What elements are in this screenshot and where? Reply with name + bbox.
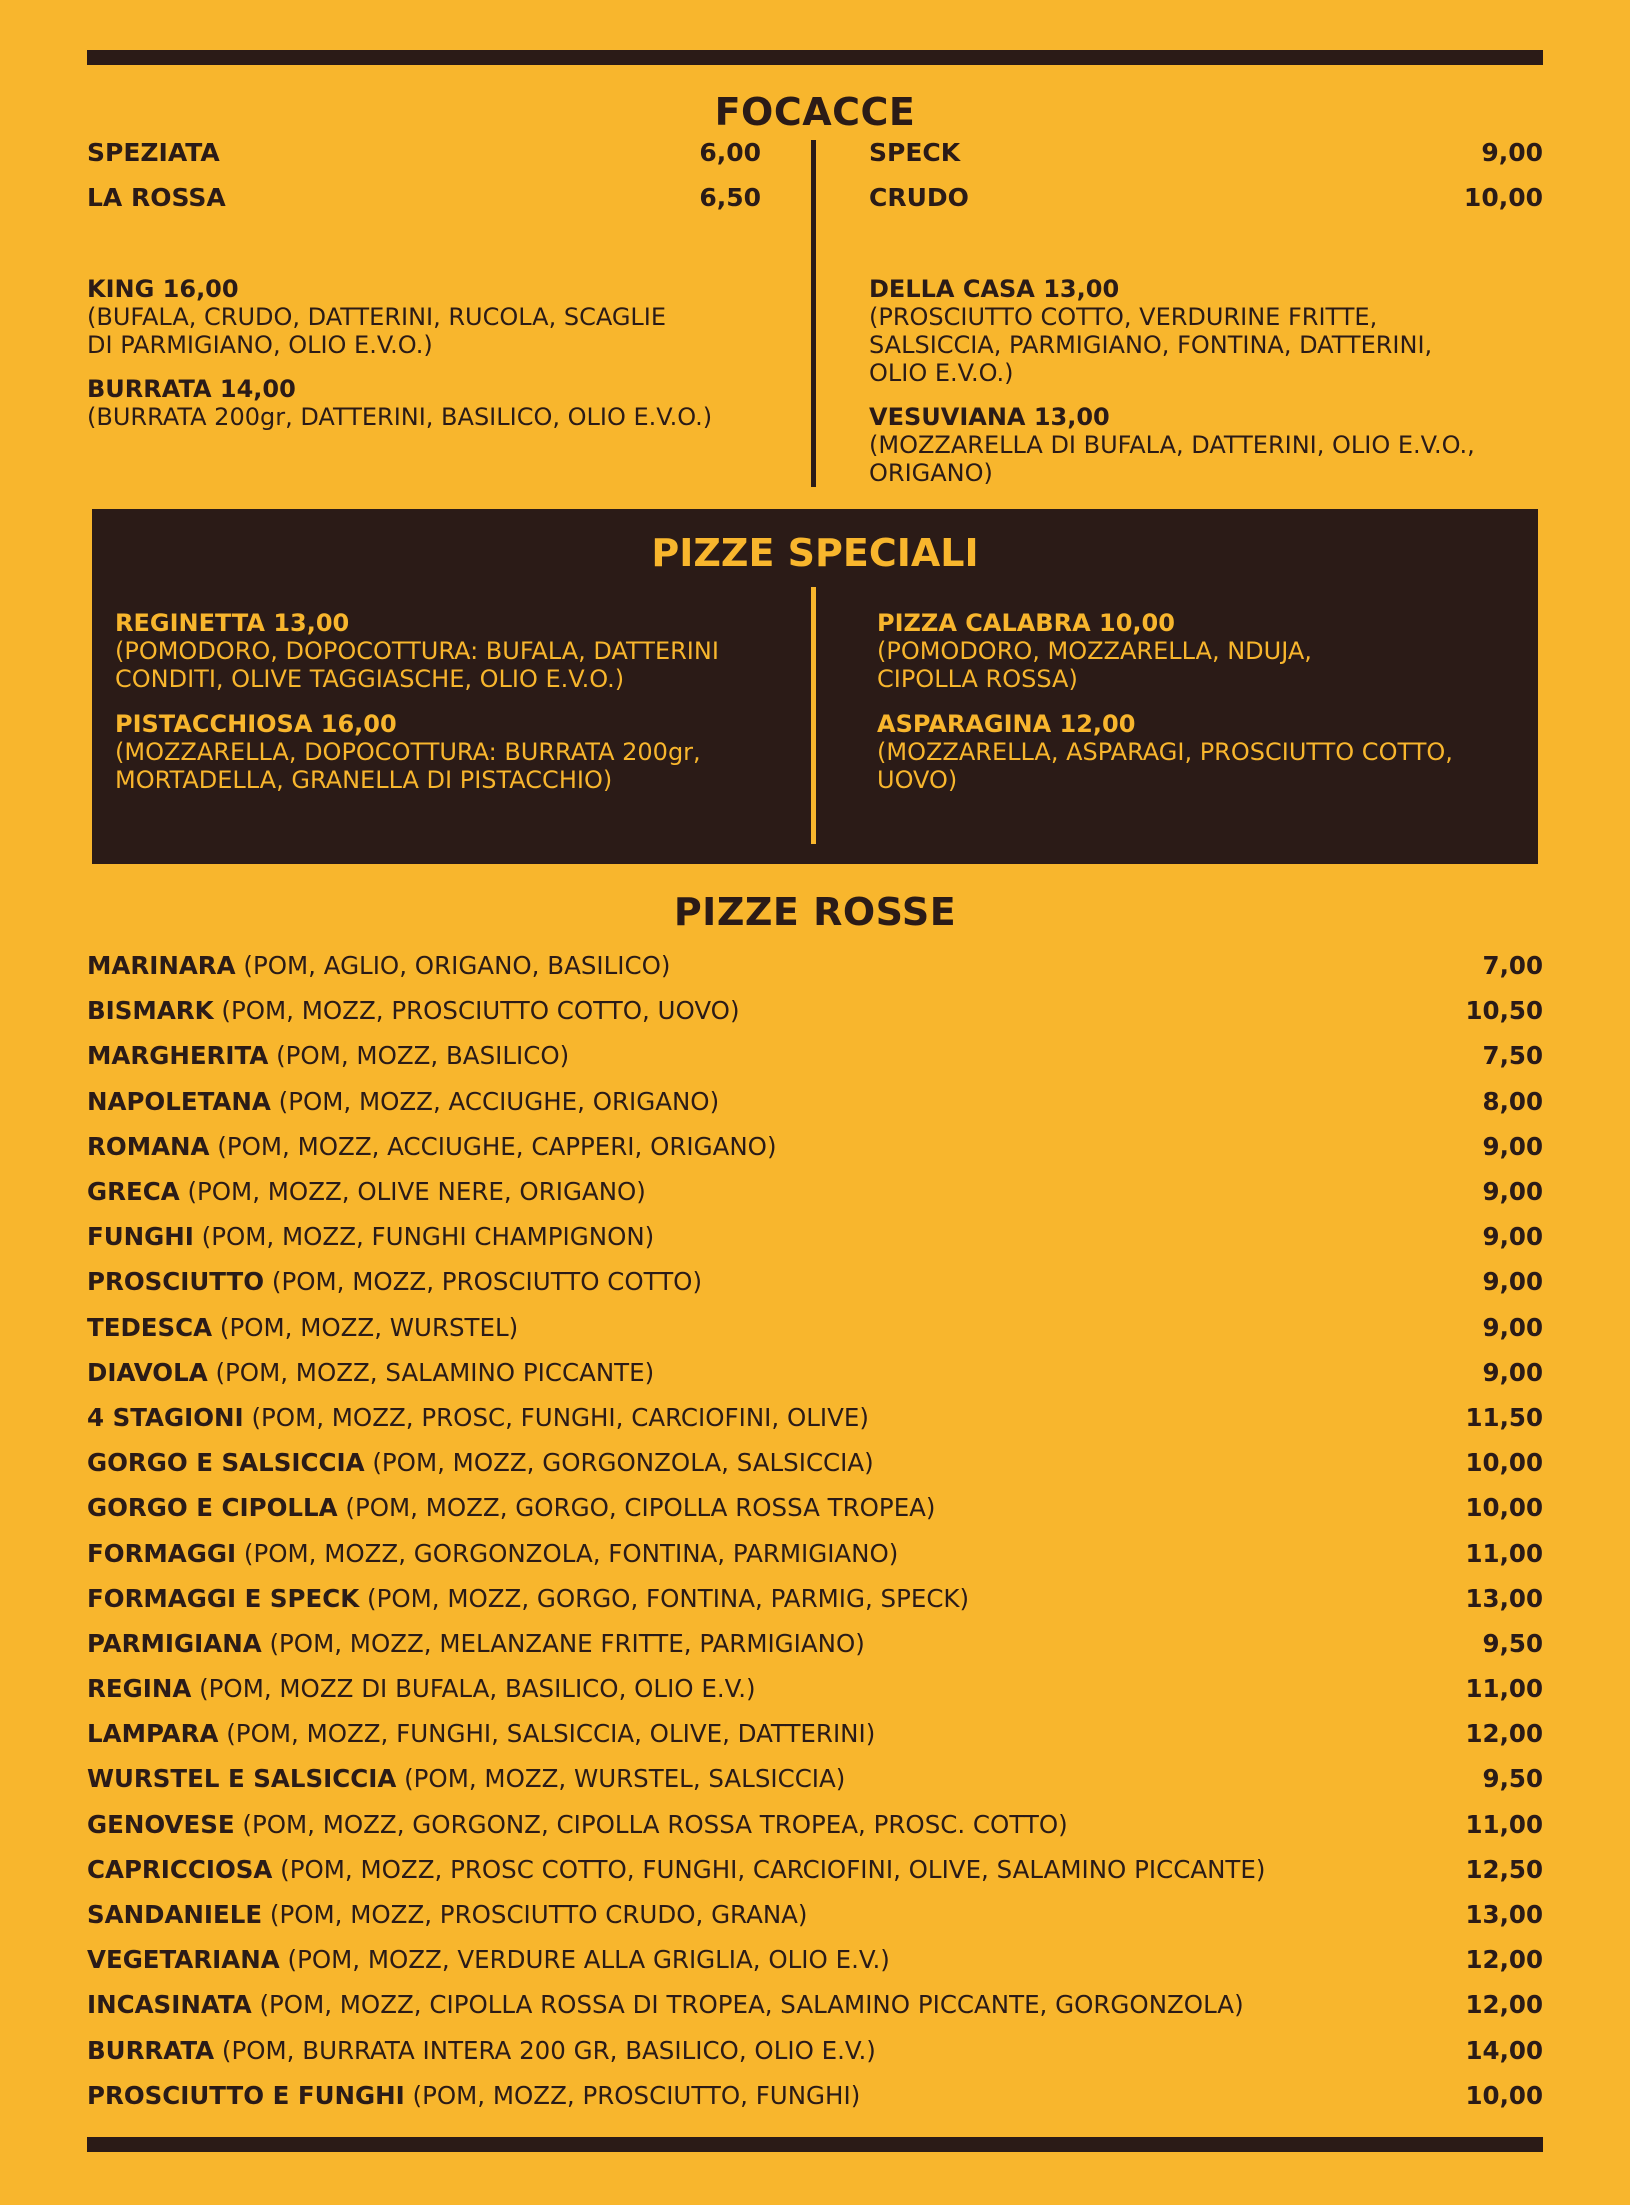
focaccia-price: 10,00 — [1463, 183, 1543, 212]
menu-row-text — [87, 2036, 876, 2065]
pizza-name: FORMAGGI E SPECK — [87, 1583, 360, 1613]
menu-row-text — [87, 1132, 777, 1161]
item-title: DELLA CASA 13,00 — [869, 275, 1120, 303]
menu-row-text — [87, 1855, 1265, 1884]
pizza-desc: (POM, AGLIO, ORIGANO, BASILICO) — [235, 951, 671, 981]
pizza-price: 10,00 — [1465, 2080, 1543, 2110]
pizza-name: REGINA — [87, 1674, 192, 1704]
speciali-title: PIZZE SPECIALI — [651, 531, 979, 575]
pizza-desc: (POM, MOZZ, WURSTEL, SALSICCIA) — [396, 1764, 846, 1794]
item-desc: ORIGANO) — [869, 459, 993, 487]
menu-row — [87, 1937, 1543, 1982]
pizza-price: 13,00 — [1465, 1583, 1543, 1613]
pizza-name: BURRATA — [87, 2035, 215, 2065]
menu-row — [87, 1440, 1543, 1485]
menu-row — [87, 1892, 1543, 1937]
pizza-price: 9,00 — [1482, 1222, 1543, 1252]
menu-row-text — [87, 1358, 654, 1387]
item-desc: CIPOLLA ROSSA) — [877, 665, 1078, 693]
speciali-divider — [811, 587, 816, 844]
pizza-name: VEGETARIANA — [87, 1945, 280, 1975]
pizza-name: SANDANIELE — [87, 1900, 263, 1930]
pizza-desc: (POM, MOZZ, FUNGHI CHAMPIGNON) — [193, 1222, 655, 1252]
pizza-price: 7,00 — [1482, 951, 1543, 981]
pizza-price: 9,00 — [1482, 1267, 1543, 1297]
focaccia-item — [87, 375, 787, 431]
pizza-desc: (POM, MOZZ, ACCIUGHE, ORIGANO) — [270, 1086, 720, 1116]
item-title: PISTACCHIOSA 16,00 — [115, 710, 397, 738]
item-title: REGINETTA 13,00 — [115, 609, 350, 637]
pizza-desc: (POM, MOZZ, SALAMINO PICCANTE) — [207, 1357, 655, 1387]
focaccia-price: 9,00 — [1481, 138, 1543, 167]
menu-row-text — [87, 1403, 869, 1432]
menu-row-text — [87, 1493, 936, 1522]
menu-row — [87, 1033, 1543, 1078]
item-desc: CONDITI, OLIVE TAGGIASCHE, OLIO E.V.O.) — [115, 665, 625, 693]
menu-row-text — [87, 1177, 646, 1206]
speciale-item — [877, 609, 1527, 693]
item-desc: (MOZZARELLA DI BUFALA, DATTERINI, OLIO E.V.O., — [869, 431, 1475, 459]
menu-row-text — [87, 1629, 865, 1658]
menu-row — [87, 1802, 1543, 1847]
pizza-price: 7,50 — [1482, 1041, 1543, 1071]
menu-row — [87, 1350, 1543, 1395]
item-desc: OLIO E.V.O.) — [869, 359, 1014, 387]
menu-row — [87, 1485, 1543, 1530]
item-desc: (POMODORO, MOZZARELLA, NDUJA, — [877, 637, 1312, 665]
pizza-price: 8,00 — [1482, 1086, 1543, 1116]
menu-row-text — [87, 1584, 969, 1613]
pizza-desc: (POM, MOZZ, PROSCIUTTO COTTO, UOVO) — [213, 996, 740, 1026]
menu-row-text — [87, 1313, 518, 1342]
pizza-desc: (POM, MOZZ, MELANZANE FRITTE, PARMIGIANO) — [261, 1628, 865, 1658]
pizza-name: GORGO E SALSICCIA — [87, 1448, 365, 1478]
pizza-name: BISMARK — [87, 996, 214, 1026]
speciale-item — [877, 710, 1527, 794]
pizza-name: TEDESCA — [87, 1312, 213, 1342]
focaccia-name: SPEZIATA — [87, 138, 220, 167]
menu-row — [87, 1305, 1543, 1350]
menu-row-text — [87, 1267, 702, 1296]
pizza-desc: (POM, MOZZ, PROSCIUTTO COTTO) — [264, 1267, 702, 1297]
menu-row-text — [87, 1222, 654, 1251]
menu-row — [87, 1079, 1543, 1124]
item-title: BURRATA 14,00 — [87, 375, 296, 403]
pizza-name: GRECA — [87, 1177, 180, 1207]
pizza-desc: (POM, MOZZ, GORGONZOLA, SALSICCIA) — [364, 1448, 874, 1478]
speciale-item — [115, 609, 795, 693]
pizza-name: FUNGHI — [87, 1222, 194, 1252]
menu-row — [87, 943, 1543, 988]
pizza-desc: (POM, MOZZ, CIPOLLA ROSSA DI TROPEA, SALAMINO PICCANTE, GORGONZOLA) — [251, 1990, 1244, 2020]
pizza-price: 10,00 — [1465, 1448, 1543, 1478]
pizza-price: 9,50 — [1482, 1628, 1543, 1658]
menu-row-text — [87, 1900, 808, 1929]
focacce-title: FOCACCE — [714, 90, 916, 134]
focaccia-price: 6,00 — [699, 138, 761, 167]
menu-row — [87, 1214, 1543, 1259]
pizza-desc: (POM, MOZZ DI BUFALA, BASILICO, OLIO E.V.) — [191, 1674, 756, 1704]
pizza-price: 12,00 — [1465, 1945, 1543, 1975]
focaccia-name: SPECK — [869, 138, 961, 167]
speciale-item — [115, 710, 795, 794]
pizza-name: GORGO E CIPOLLA — [87, 1493, 338, 1523]
pizza-name: WURSTEL E SALSICCIA — [87, 1764, 397, 1794]
menu-row — [87, 1666, 1543, 1711]
item-title: KING 16,00 — [87, 275, 239, 303]
focaccia-item — [87, 275, 787, 359]
menu-row — [87, 2028, 1543, 2073]
pizza-name: LAMPARA — [87, 1719, 219, 1749]
menu-row — [87, 1621, 1543, 1666]
item-title: PIZZA CALABRA 10,00 — [877, 609, 1175, 637]
menu-row — [87, 1576, 1543, 1621]
pizza-price: 9,50 — [1482, 1764, 1543, 1794]
menu-row-text — [87, 996, 740, 1025]
menu-row — [87, 2073, 1543, 2118]
pizza-price: 12,50 — [1465, 1854, 1543, 1884]
pizza-name: MARINARA — [87, 951, 236, 981]
menu-row — [87, 1711, 1543, 1756]
menu-row-text — [87, 1764, 845, 1793]
focacce-divider — [811, 140, 816, 487]
pizza-desc: (POM, MOZZ, BASILICO) — [268, 1041, 570, 1071]
focaccia-name: CRUDO — [869, 183, 969, 212]
focaccia-name: LA ROSSA — [87, 183, 226, 212]
menu-row — [87, 1847, 1543, 1892]
menu-row-text — [87, 1041, 569, 1070]
pizza-desc: (POM, MOZZ, PROSCIUTTO, FUNGHI) — [404, 2080, 861, 2110]
menu-row-text — [87, 1810, 1068, 1839]
pizza-name: MARGHERITA — [87, 1041, 269, 1071]
menu-row — [87, 1756, 1543, 1801]
item-desc: SALSICCIA, PARMIGIANO, FONTINA, DATTERINI, — [869, 331, 1433, 359]
pizza-price: 9,00 — [1482, 1131, 1543, 1161]
menu-row-text — [87, 1539, 898, 1568]
focaccia-item — [869, 275, 1543, 387]
top-divider — [87, 50, 1543, 65]
speciali-panel — [92, 509, 1538, 864]
item-desc: MORTADELLA, GRANELLA DI PISTACCHIO) — [115, 766, 613, 794]
pizza-price: 11,00 — [1465, 1538, 1543, 1568]
pizza-name: GENOVESE — [87, 1809, 235, 1839]
pizza-price: 12,00 — [1465, 1719, 1543, 1749]
menu-row-text — [87, 951, 670, 980]
menu-row — [87, 1982, 1543, 2027]
pizza-desc: (POM, MOZZ, PROSCIUTTO CRUDO, GRANA) — [262, 1900, 808, 1930]
focaccia-row — [869, 183, 1543, 212]
item-desc: (BURRATA 200gr, DATTERINI, BASILICO, OLIO E.V.O.) — [87, 403, 713, 431]
menu-row-text — [87, 2081, 860, 2110]
rosse-title: PIZZE ROSSE — [673, 890, 957, 934]
pizza-price: 13,00 — [1465, 1900, 1543, 1930]
menu-row — [87, 1124, 1543, 1169]
pizza-desc: (POM, MOZZ, PROSC, FUNGHI, CARCIOFINI, OLIVE) — [243, 1402, 869, 1432]
menu-row — [87, 1169, 1543, 1214]
pizza-desc: (POM, MOZZ, GORGONZOLA, FONTINA, PARMIGIANO) — [236, 1538, 899, 1568]
pizza-price: 9,00 — [1482, 1312, 1543, 1342]
pizza-name: DIAVOLA — [87, 1357, 208, 1387]
pizza-price: 11,00 — [1465, 1809, 1543, 1839]
pizza-name: INCASINATA — [87, 1990, 252, 2020]
pizza-desc: (POM, MOZZ, GORGONZ, CIPOLLA ROSSA TROPEA, PROSC. COTTO) — [234, 1809, 1068, 1839]
pizza-name: CAPRICCIOSA — [87, 1854, 273, 1884]
menu-row — [87, 1530, 1543, 1575]
pizza-desc: (POM, MOZZ, OLIVE NERE, ORIGANO) — [179, 1177, 646, 1207]
item-desc: (POMODORO, DOPOCOTTURA: BUFALA, DATTERINI — [115, 637, 719, 665]
item-desc: UOVO) — [877, 766, 958, 794]
pizza-desc: (POM, MOZZ, WURSTEL) — [212, 1312, 519, 1342]
pizza-price: 10,00 — [1465, 1493, 1543, 1523]
pizza-desc: (POM, MOZZ, VERDURE ALLA GRIGLIA, OLIO E.V.) — [279, 1945, 890, 1975]
pizza-desc: (POM, MOZZ, FUNGHI, SALSICCIA, OLIVE, DATTERINI) — [218, 1719, 876, 1749]
focaccia-row — [869, 138, 1543, 167]
pizza-price: 11,50 — [1465, 1402, 1543, 1432]
pizza-name: 4 STAGIONI — [87, 1402, 244, 1432]
bottom-divider — [87, 2137, 1543, 2152]
pizza-price: 9,00 — [1482, 1357, 1543, 1387]
item-title: ASPARAGINA 12,00 — [877, 710, 1136, 738]
pizza-name: PARMIGIANA — [87, 1628, 262, 1658]
pizza-price: 9,00 — [1482, 1177, 1543, 1207]
pizza-price: 14,00 — [1465, 2035, 1543, 2065]
pizza-price: 11,00 — [1465, 1674, 1543, 1704]
focaccia-price: 6,50 — [699, 183, 761, 212]
item-desc: (MOZZARELLA, ASPARAGI, PROSCIUTTO COTTO, — [877, 738, 1453, 766]
pizza-name: ROMANA — [87, 1131, 210, 1161]
pizza-name: NAPOLETANA — [87, 1086, 271, 1116]
pizza-desc: (POM, BURRATA INTERA 200 GR, BASILICO, OLIO E.V.) — [214, 2035, 876, 2065]
menu-row — [87, 1259, 1543, 1304]
menu-row-text — [87, 1990, 1244, 2019]
pizza-price: 12,00 — [1465, 1990, 1543, 2020]
menu-row-text — [87, 1087, 719, 1116]
pizza-name: FORMAGGI — [87, 1538, 237, 1568]
focaccia-item — [869, 403, 1543, 487]
pizza-desc: (POM, MOZZ, GORGO, FONTINA, PARMIG, SPECK) — [359, 1583, 970, 1613]
menu-row-text — [87, 1674, 756, 1703]
item-desc: (PROSCIUTTO COTTO, VERDURINE FRITTE, — [869, 303, 1378, 331]
item-desc: (BUFALA, CRUDO, DATTERINI, RUCOLA, SCAGLIE — [87, 303, 667, 331]
item-title: VESUVIANA 13,00 — [869, 403, 1110, 431]
focaccia-row — [87, 183, 761, 212]
pizza-desc: (POM, MOZZ, ACCIUGHE, CAPPERI, ORIGANO) — [209, 1131, 777, 1161]
pizza-name: PROSCIUTTO — [87, 1267, 265, 1297]
pizza-name: PROSCIUTTO E FUNGHI — [87, 2080, 405, 2110]
rosse-list — [87, 943, 1543, 2118]
pizza-price: 10,50 — [1465, 996, 1543, 1026]
item-desc: DI PARMIGIANO, OLIO E.V.O.) — [87, 331, 433, 359]
menu-row — [87, 988, 1543, 1033]
pizza-desc: (POM, MOZZ, PROSC COTTO, FUNGHI, CARCIOFINI, OLIVE, SALAMINO PICCANTE) — [272, 1854, 1266, 1884]
menu-row-text — [87, 1719, 875, 1748]
menu-row-text — [87, 1448, 874, 1477]
menu-row-text — [87, 1945, 890, 1974]
menu-row — [87, 1395, 1543, 1440]
focaccia-row — [87, 138, 761, 167]
item-desc: (MOZZARELLA, DOPOCOTTURA: BURRATA 200gr, — [115, 738, 701, 766]
pizza-desc: (POM, MOZZ, GORGO, CIPOLLA ROSSA TROPEA) — [337, 1493, 936, 1523]
